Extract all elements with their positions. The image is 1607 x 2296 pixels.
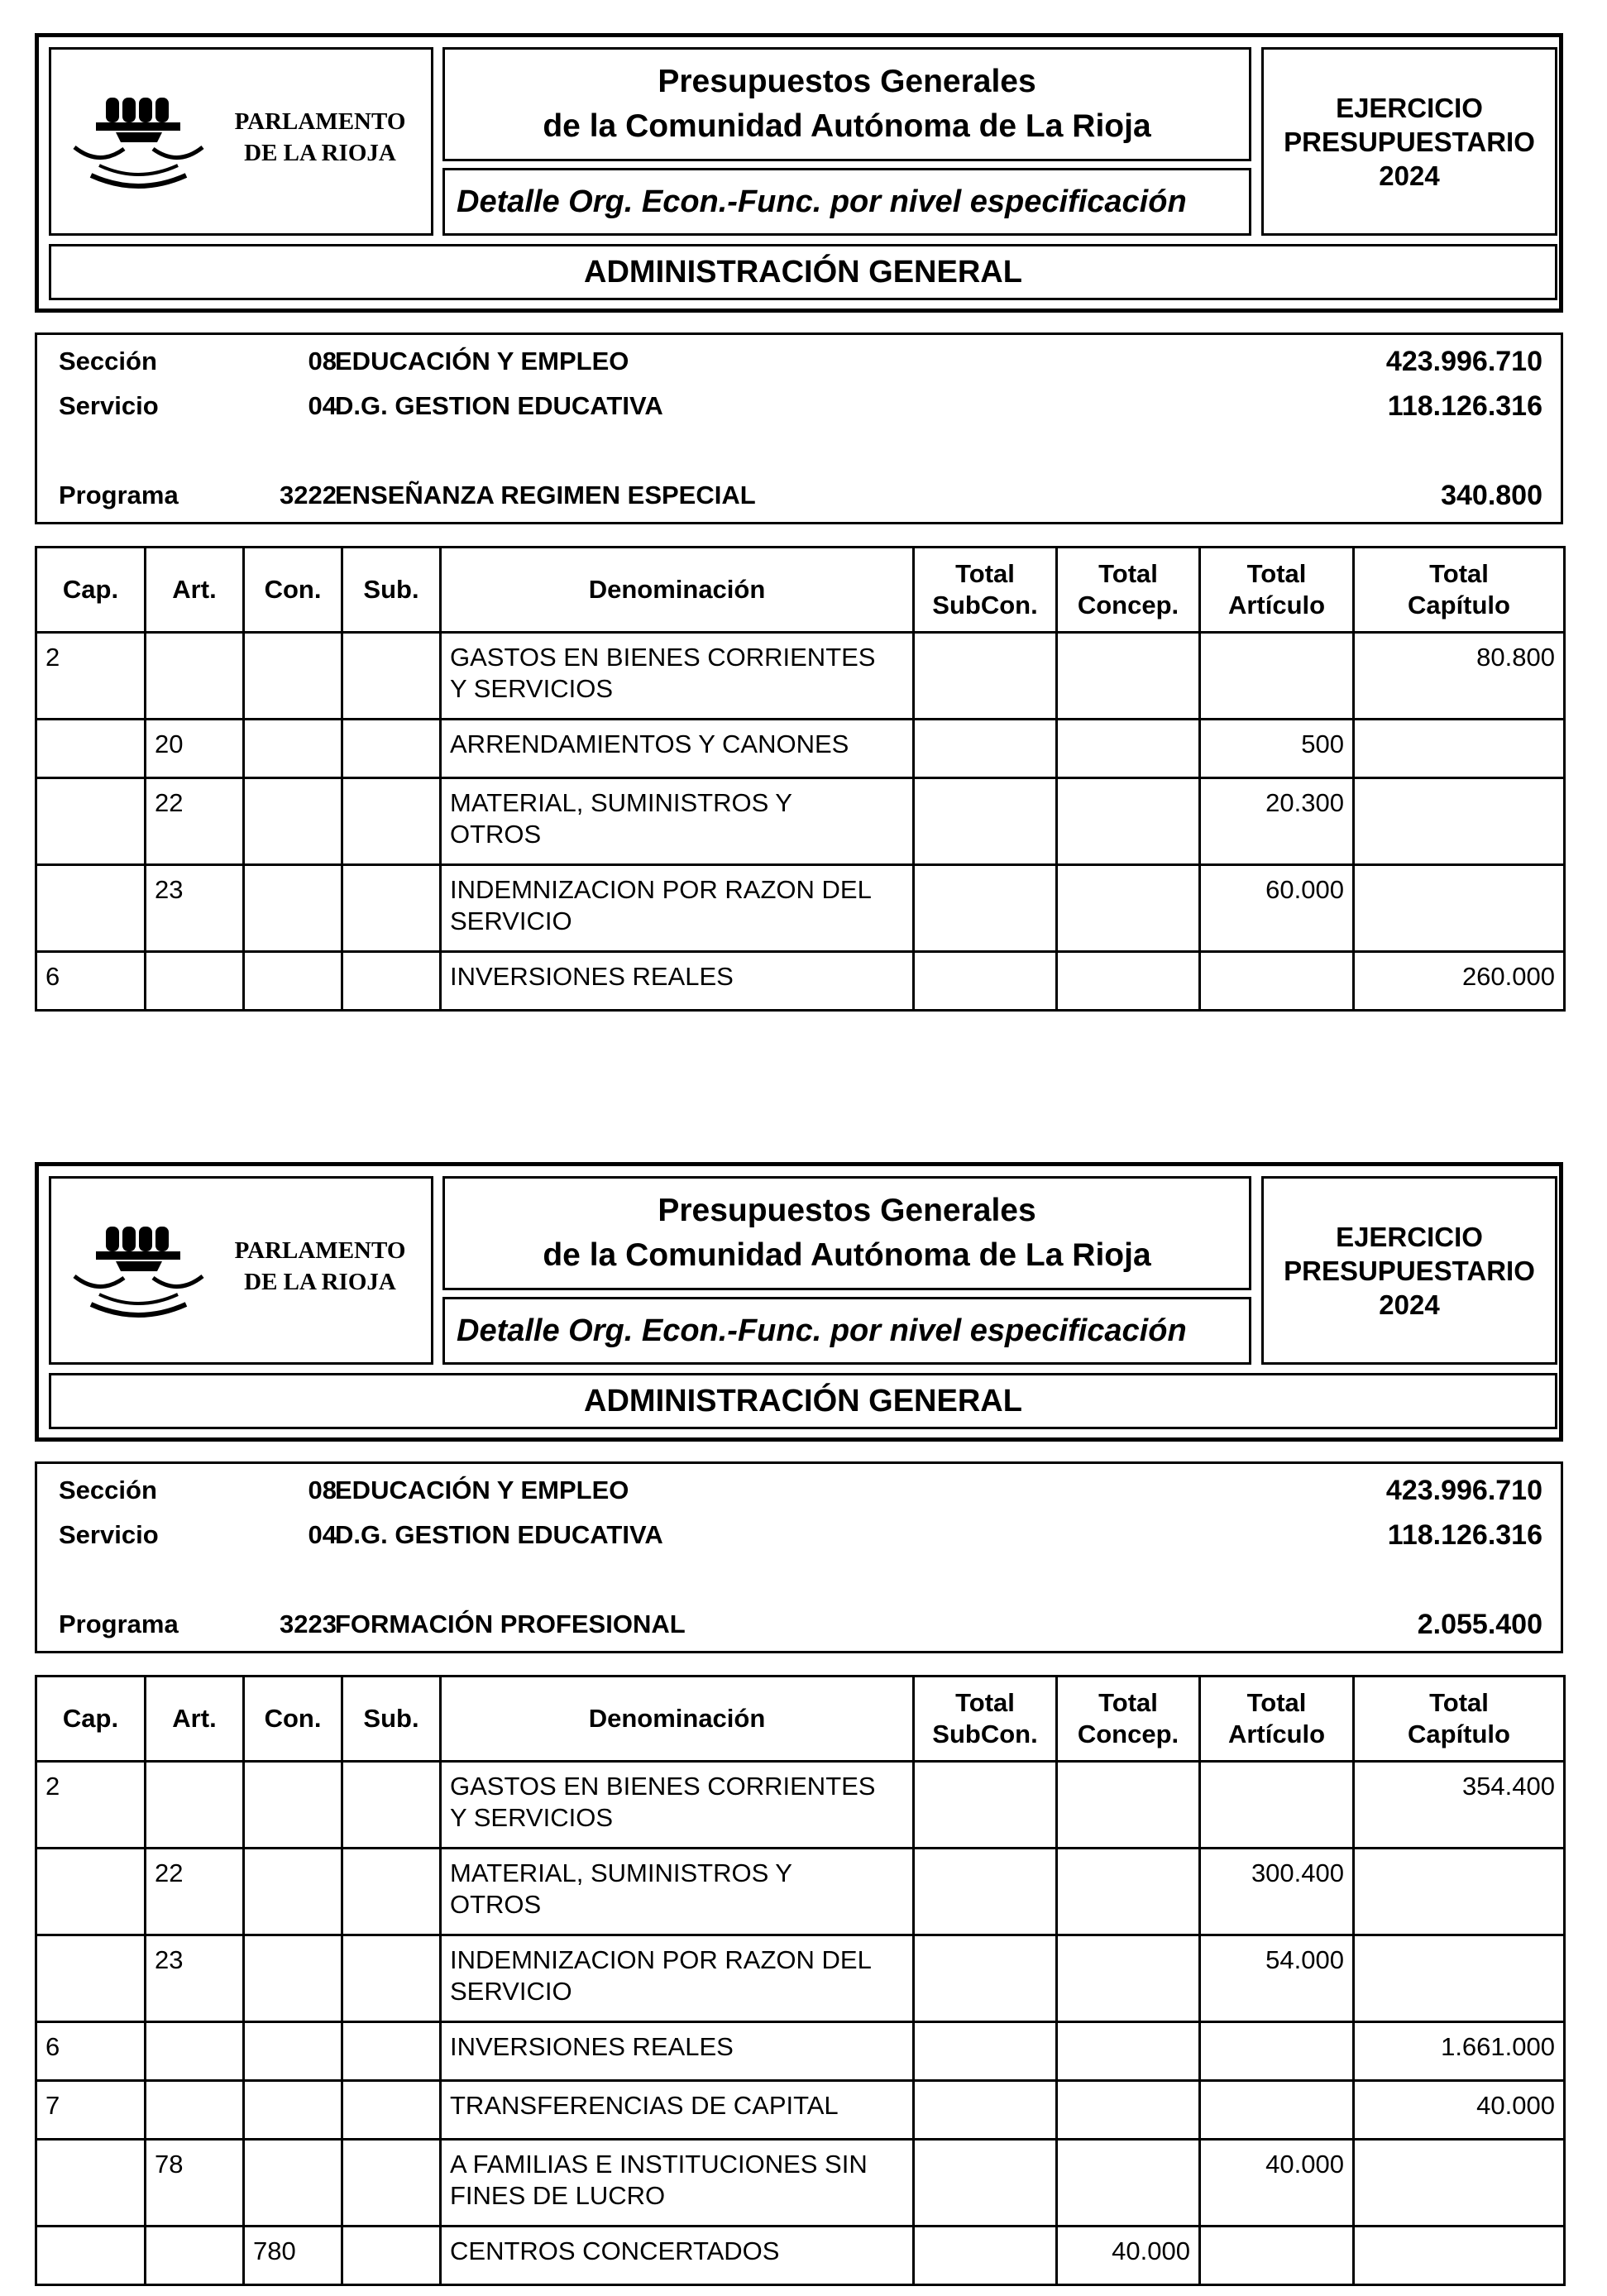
programa-row	[37, 479, 1561, 512]
cell-art: 23	[146, 1935, 244, 2022]
cell-sub	[342, 1849, 441, 1935]
title-line1: Presupuestos Generales	[658, 64, 1036, 99]
logo-box	[49, 47, 433, 236]
cell-total-concep	[1057, 1762, 1200, 1849]
table-row	[36, 2081, 1565, 2140]
col-header-concep-word: Concep.	[1077, 591, 1179, 619]
cell-total-articulo: 40.000	[1200, 2140, 1354, 2227]
table-row	[36, 2227, 1565, 2285]
cell-denominacion	[441, 633, 914, 720]
ejercicio-label: EJERCICIO	[1336, 1221, 1483, 1252]
fiscal-year-box	[1261, 47, 1557, 236]
cell-total-articulo: 54.000	[1200, 1935, 1354, 2022]
cell-total-articulo: 500	[1200, 720, 1354, 778]
denominacion-line1: INVERSIONES REALES	[450, 962, 734, 991]
cell-total-concep	[1057, 633, 1200, 720]
cell-total-subcon	[914, 1935, 1057, 2022]
cell-art	[146, 2227, 244, 2285]
col-header-sub: Sub.	[342, 1677, 441, 1762]
denominacion-line2: Y SERVICIOS	[450, 674, 613, 703]
programa-label: Programa	[59, 481, 179, 509]
cell-sub	[342, 1935, 441, 2022]
program-info	[35, 1461, 1563, 1653]
servicio-label: Servicio	[59, 1520, 159, 1549]
cell-denominacion	[441, 720, 914, 778]
seccion-row	[37, 1474, 1561, 1507]
col-header-total-word: Total	[1246, 559, 1307, 588]
col-header-total-concep	[1057, 548, 1200, 633]
denominacion-line1: CENTROS CONCERTADOS	[450, 2236, 780, 2265]
cell-total-subcon	[914, 2081, 1057, 2140]
cell-total-articulo	[1200, 952, 1354, 1011]
cell-con	[244, 633, 342, 720]
table-row	[36, 865, 1565, 952]
cell-denominacion	[441, 2081, 914, 2140]
cell-total-articulo	[1200, 1762, 1354, 1849]
col-header-capitulo-word: Capítulo	[1408, 591, 1510, 619]
col-header-total-word: Total	[1098, 559, 1158, 588]
cell-total-capitulo: 1.661.000	[1354, 2022, 1565, 2081]
table-row	[36, 633, 1565, 720]
cell-total-concep	[1057, 865, 1200, 952]
parliament-name-line2: DE LA RIOJA	[244, 140, 396, 166]
cell-total-capitulo	[1354, 2140, 1565, 2227]
seccion-label: Sección	[59, 1476, 157, 1504]
cell-con: 780	[244, 2227, 342, 2285]
col-header-total-subcon	[914, 1677, 1057, 1762]
cell-sub	[342, 2022, 441, 2081]
col-header-sub: Sub.	[342, 548, 441, 633]
cell-denominacion	[441, 2022, 914, 2081]
table-header-row	[36, 1677, 1565, 1762]
cell-total-concep	[1057, 778, 1200, 865]
cell-art	[146, 1762, 244, 1849]
denominacion-line1: ARRENDAMIENTOS Y CANONES	[450, 729, 849, 758]
administration-label: ADMINISTRACIÓN GENERAL	[584, 254, 1022, 289]
cell-total-capitulo	[1354, 865, 1565, 952]
programa-amount: 340.800	[1441, 480, 1542, 511]
cell-con	[244, 2022, 342, 2081]
denominacion-line1: GASTOS EN BIENES CORRIENTES	[450, 643, 876, 672]
servicio-name: D.G. GESTION EDUCATIVA	[335, 391, 663, 420]
cell-cap	[36, 2140, 146, 2227]
cell-con	[244, 1762, 342, 1849]
cell-total-articulo: 60.000	[1200, 865, 1354, 952]
col-header-denominacion: Denominación	[441, 1677, 914, 1762]
title-box	[442, 1176, 1251, 1290]
cell-art: 23	[146, 865, 244, 952]
cell-sub	[342, 1762, 441, 1849]
cell-total-capitulo	[1354, 778, 1565, 865]
cell-cap	[36, 865, 146, 952]
table-row	[36, 1935, 1565, 2022]
cell-con	[244, 720, 342, 778]
table-row	[36, 1762, 1565, 1849]
title-line2: de la Comunidad Autónoma de La Rioja	[543, 108, 1151, 144]
cell-total-subcon	[914, 2140, 1057, 2227]
cell-sub	[342, 952, 441, 1011]
table-row	[36, 778, 1565, 865]
detail-box	[442, 168, 1251, 236]
col-header-total-concep	[1057, 1677, 1200, 1762]
detail-box	[442, 1297, 1251, 1365]
seccion-name: EDUCACIÓN Y EMPLEO	[335, 1476, 629, 1504]
cell-total-concep	[1057, 2081, 1200, 2140]
cell-cap: 2	[36, 633, 146, 720]
table-row	[36, 2022, 1565, 2081]
col-header-total-capitulo	[1354, 548, 1565, 633]
cell-cap: 6	[36, 952, 146, 1011]
col-header-total-word: Total	[1098, 1688, 1158, 1717]
denominacion-line1: GASTOS EN BIENES CORRIENTES	[450, 1772, 876, 1801]
programa-row	[37, 1608, 1561, 1641]
col-header-total-word: Total	[1429, 1688, 1489, 1717]
cell-denominacion	[441, 2227, 914, 2285]
servicio-row	[37, 390, 1561, 423]
col-header-denominacion: Denominación	[441, 548, 914, 633]
cell-art	[146, 633, 244, 720]
cell-con	[244, 778, 342, 865]
cell-total-capitulo: 40.000	[1354, 2081, 1565, 2140]
cell-con	[244, 865, 342, 952]
table-row	[36, 952, 1565, 1011]
cell-cap	[36, 778, 146, 865]
col-header-cap: Cap.	[36, 1677, 146, 1762]
seccion-amount: 423.996.710	[1385, 1475, 1542, 1506]
denominacion-line1: INDEMNIZACION POR RAZON DEL	[450, 1945, 872, 1974]
col-header-articulo-word: Artículo	[1227, 591, 1326, 619]
seccion-code: 08	[308, 1476, 337, 1504]
cell-denominacion	[441, 952, 914, 1011]
table-header-row	[36, 548, 1565, 633]
servicio-amount: 118.126.316	[1387, 390, 1542, 422]
col-header-total-word: Total	[955, 559, 1015, 588]
servicio-name: D.G. GESTION EDUCATIVA	[335, 1520, 663, 1549]
budget-table	[35, 546, 1566, 1012]
cell-total-subcon	[914, 720, 1057, 778]
cell-cap: 6	[36, 2022, 146, 2081]
denominacion-line2: OTROS	[450, 820, 542, 849]
title-box	[442, 47, 1251, 161]
cell-total-concep: 40.000	[1057, 2227, 1200, 2285]
cell-total-subcon	[914, 778, 1057, 865]
col-header-total-articulo	[1200, 548, 1354, 633]
cell-cap: 2	[36, 1762, 146, 1849]
cell-total-articulo	[1200, 633, 1354, 720]
cell-sub	[342, 2140, 441, 2227]
cell-total-concep	[1057, 720, 1200, 778]
fiscal-year-box	[1261, 1176, 1557, 1365]
cell-con	[244, 952, 342, 1011]
seccion-code: 08	[308, 347, 337, 375]
cell-total-capitulo	[1354, 1935, 1565, 2022]
detail-subtitle: Detalle Org. Econ.-Func. por nivel especificación	[457, 1313, 1187, 1348]
table-row	[36, 1849, 1565, 1935]
cell-total-capitulo: 354.400	[1354, 1762, 1565, 1849]
cell-total-subcon	[914, 865, 1057, 952]
col-header-total-word: Total	[1246, 1688, 1307, 1717]
programa-code: 3222	[280, 481, 337, 509]
cell-total-capitulo: 80.800	[1354, 633, 1565, 720]
col-header-art: Art.	[146, 548, 244, 633]
fiscal-year: 2024	[1379, 160, 1440, 191]
denominacion-line1: TRANSFERENCIAS DE CAPITAL	[450, 2091, 839, 2120]
administration-box	[49, 244, 1557, 300]
parliament-name-line2: DE LA RIOJA	[244, 1269, 396, 1295]
cell-denominacion	[441, 1762, 914, 1849]
budget-section	[35, 33, 1563, 1012]
cell-total-articulo	[1200, 2081, 1354, 2140]
cell-denominacion	[441, 1935, 914, 2022]
col-header-subcon-word: SubCon.	[932, 1720, 1038, 1748]
cell-art: 78	[146, 2140, 244, 2227]
document-header	[35, 1162, 1563, 1442]
cell-total-articulo: 20.300	[1200, 778, 1354, 865]
seccion-amount: 423.996.710	[1385, 346, 1542, 377]
programa-code: 3223	[280, 1610, 337, 1638]
fiscal-year: 2024	[1379, 1289, 1440, 1320]
col-header-capitulo-word: Capítulo	[1408, 1720, 1510, 1748]
parliament-name	[221, 1235, 419, 1298]
cell-con	[244, 2140, 342, 2227]
cell-denominacion	[441, 865, 914, 952]
cell-cap	[36, 1935, 146, 2022]
servicio-amount: 118.126.316	[1387, 1519, 1542, 1551]
table-body	[36, 1762, 1565, 2285]
col-header-concep-word: Concep.	[1077, 1720, 1179, 1748]
administration-label: ADMINISTRACIÓN GENERAL	[584, 1383, 1022, 1418]
cell-sub	[342, 778, 441, 865]
table-row	[36, 720, 1565, 778]
denominacion-line1: MATERIAL, SUMINISTROS Y	[450, 788, 792, 817]
program-info	[35, 332, 1563, 524]
col-header-total-articulo	[1200, 1677, 1354, 1762]
parliament-name	[221, 106, 419, 169]
denominacion-line2: SERVICIO	[450, 1977, 572, 2006]
col-header-total-subcon	[914, 548, 1057, 633]
cell-total-concep	[1057, 2140, 1200, 2227]
cell-total-articulo: 300.400	[1200, 1849, 1354, 1935]
cell-sub	[342, 2227, 441, 2285]
cell-total-subcon	[914, 1762, 1057, 1849]
seccion-label: Sección	[59, 347, 157, 375]
servicio-row	[37, 1519, 1561, 1552]
cell-total-capitulo	[1354, 720, 1565, 778]
programa-name: FORMACIÓN PROFESIONAL	[335, 1610, 686, 1638]
servicio-label: Servicio	[59, 391, 159, 420]
denominacion-line1: INDEMNIZACION POR RAZON DEL	[450, 875, 872, 904]
cell-total-capitulo	[1354, 1849, 1565, 1935]
cell-con	[244, 1935, 342, 2022]
table-body	[36, 633, 1565, 1011]
cell-art	[146, 952, 244, 1011]
cell-art: 22	[146, 1849, 244, 1935]
presupuestario-label: PRESUPUESTARIO	[1284, 1255, 1535, 1286]
detail-subtitle: Detalle Org. Econ.-Func. por nivel especificación	[457, 184, 1187, 219]
denominacion-line2: Y SERVICIOS	[450, 1803, 613, 1832]
cell-total-concep	[1057, 952, 1200, 1011]
cell-con	[244, 2081, 342, 2140]
programa-name: ENSEÑANZA REGIMEN ESPECIAL	[335, 481, 756, 509]
cell-sub	[342, 865, 441, 952]
programa-label: Programa	[59, 1610, 179, 1638]
cell-denominacion	[441, 1849, 914, 1935]
col-header-art: Art.	[146, 1677, 244, 1762]
cell-total-subcon	[914, 2227, 1057, 2285]
document-header	[35, 33, 1563, 313]
col-header-cap: Cap.	[36, 548, 146, 633]
presupuestario-label: PRESUPUESTARIO	[1284, 126, 1535, 157]
denominacion-line2: SERVICIO	[450, 906, 572, 935]
title-line2: de la Comunidad Autónoma de La Rioja	[543, 1237, 1151, 1273]
denominacion-line2: OTROS	[450, 1890, 542, 1919]
cell-total-concep	[1057, 1849, 1200, 1935]
denominacion-line2: FINES DE LUCRO	[450, 2181, 666, 2210]
col-header-con: Con.	[244, 1677, 342, 1762]
col-header-total-capitulo	[1354, 1677, 1565, 1762]
cell-art: 22	[146, 778, 244, 865]
ejercicio-label: EJERCICIO	[1336, 92, 1483, 123]
denominacion-line1: MATERIAL, SUMINISTROS Y	[450, 1858, 792, 1887]
col-header-total-word: Total	[1429, 559, 1489, 588]
budget-table	[35, 1675, 1566, 2286]
cell-cap: 7	[36, 2081, 146, 2140]
cell-con	[244, 1849, 342, 1935]
servicio-code: 04	[308, 1520, 337, 1549]
cell-art	[146, 2081, 244, 2140]
cell-cap	[36, 2227, 146, 2285]
budget-section	[35, 1162, 1563, 2286]
cell-denominacion	[441, 778, 914, 865]
seccion-name: EDUCACIÓN Y EMPLEO	[335, 347, 629, 375]
cell-total-concep	[1057, 2022, 1200, 2081]
cell-denominacion	[441, 2140, 914, 2227]
cell-art	[146, 2022, 244, 2081]
parliament-logo-icon	[66, 91, 211, 194]
col-header-articulo-word: Artículo	[1227, 1720, 1326, 1748]
cell-art: 20	[146, 720, 244, 778]
col-header-subcon-word: SubCon.	[932, 591, 1038, 619]
cell-total-subcon	[914, 1849, 1057, 1935]
col-header-total-word: Total	[955, 1688, 1015, 1717]
cell-sub	[342, 720, 441, 778]
cell-cap	[36, 720, 146, 778]
logo-box	[49, 1176, 433, 1365]
administration-box	[49, 1373, 1557, 1429]
cell-sub	[342, 633, 441, 720]
cell-total-capitulo	[1354, 2227, 1565, 2285]
servicio-code: 04	[308, 391, 337, 420]
cell-total-subcon	[914, 633, 1057, 720]
programa-amount: 2.055.400	[1417, 1609, 1542, 1640]
cell-total-capitulo: 260.000	[1354, 952, 1565, 1011]
cell-total-concep	[1057, 1935, 1200, 2022]
cell-sub	[342, 2081, 441, 2140]
parliament-name-line1: PARLAMENTO	[234, 1237, 406, 1264]
denominacion-line1: A FAMILIAS E INSTITUCIONES SIN	[450, 2150, 868, 2179]
cell-cap	[36, 1849, 146, 1935]
parliament-logo-icon	[66, 1220, 211, 1323]
seccion-row	[37, 345, 1561, 378]
parliament-name-line1: PARLAMENTO	[234, 108, 406, 135]
cell-total-subcon	[914, 2022, 1057, 2081]
title-line1: Presupuestos Generales	[658, 1193, 1036, 1228]
cell-total-subcon	[914, 952, 1057, 1011]
cell-total-articulo	[1200, 2022, 1354, 2081]
table-row	[36, 2140, 1565, 2227]
col-header-con: Con.	[244, 548, 342, 633]
cell-total-articulo	[1200, 2227, 1354, 2285]
denominacion-line1: INVERSIONES REALES	[450, 2032, 734, 2061]
